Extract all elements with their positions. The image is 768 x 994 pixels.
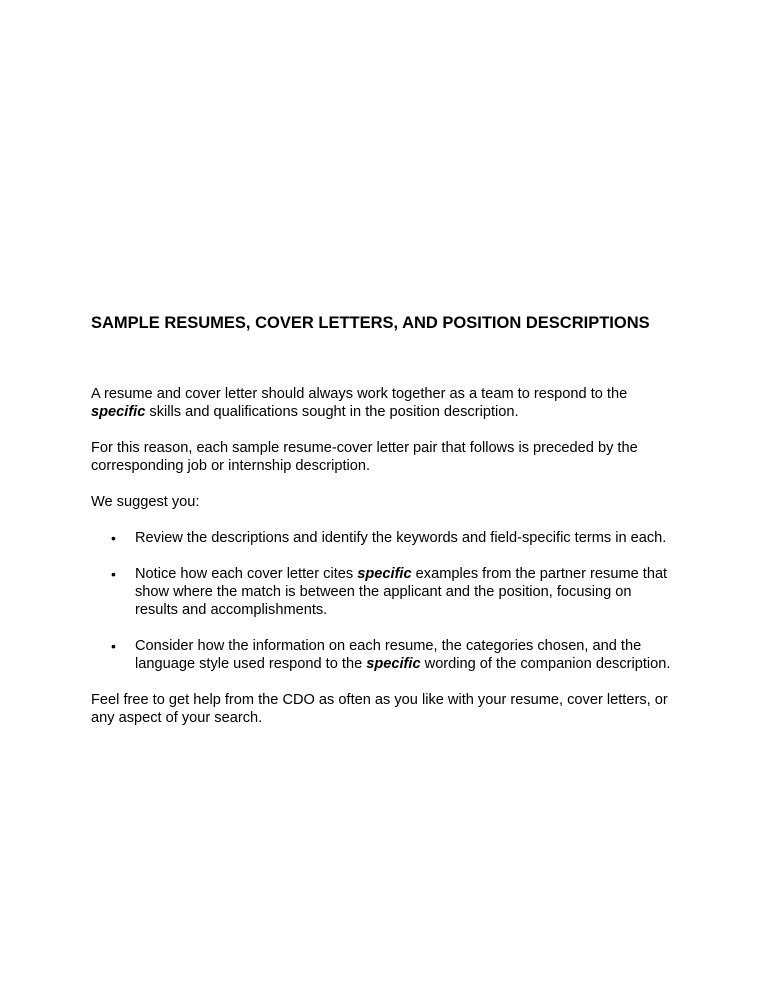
- bullet-icon: •: [111, 638, 116, 654]
- paragraph-reason-line-1: For this reason, each sample resume-cover letter pair that follows is preceded by the: [91, 440, 638, 456]
- emphasis-specific: specific: [366, 656, 421, 672]
- paragraph-intro-line-2: [91, 403, 711, 421]
- list-item: [91, 637, 711, 673]
- list-item-text: Notice how each cover letter cites: [135, 566, 358, 582]
- list-item: [91, 565, 711, 619]
- bullet-icon: •: [111, 566, 116, 582]
- paragraph-closing-line-1: Feel free to get help from the CDO as often as you like with your resume, cover letters, or: [91, 692, 668, 708]
- paragraph-intro: [91, 385, 711, 421]
- document-body: [91, 385, 711, 745]
- paragraph-reason: [91, 439, 711, 475]
- list-item-text: language style used respond to the: [135, 656, 367, 672]
- emphasis-specific: specific: [357, 566, 412, 582]
- list-item-text: examples from the partner resume that: [411, 566, 668, 582]
- bullet-icon: •: [111, 530, 116, 546]
- list-item-line-3: results and accomplishments.: [135, 602, 328, 618]
- list-item-text: wording of the companion description.: [420, 656, 671, 672]
- suggestion-list: [91, 529, 711, 673]
- list-item-line-1: Review the descriptions and identify the keywords and field-specific terms in each.: [135, 530, 667, 546]
- paragraph-intro-line-1: A resume and cover letter should always work together as a team to respond to the: [91, 386, 628, 402]
- list-item-line-2: show where the match is between the applicant and the position, focusing on: [135, 584, 632, 600]
- paragraph-intro-line-2-text: skills and qualifications sought in the position description.: [145, 404, 519, 420]
- paragraph-closing-line-2: any aspect of your search.: [91, 710, 263, 726]
- paragraph-suggest: We suggest you:: [91, 494, 200, 510]
- list-item-line-1: Consider how the information on each resume, the categories chosen, and the: [135, 638, 642, 654]
- paragraph-reason-line-2: corresponding job or internship description.: [91, 458, 371, 474]
- document-title: SAMPLE RESUMES, COVER LETTERS, AND POSITION DESCRIPTIONS: [91, 314, 650, 332]
- paragraph-closing: [91, 691, 711, 727]
- emphasis-specific: specific: [91, 404, 146, 420]
- list-item-line-1: [135, 565, 711, 583]
- list-item: [91, 529, 711, 547]
- list-item-line-2: [135, 655, 711, 673]
